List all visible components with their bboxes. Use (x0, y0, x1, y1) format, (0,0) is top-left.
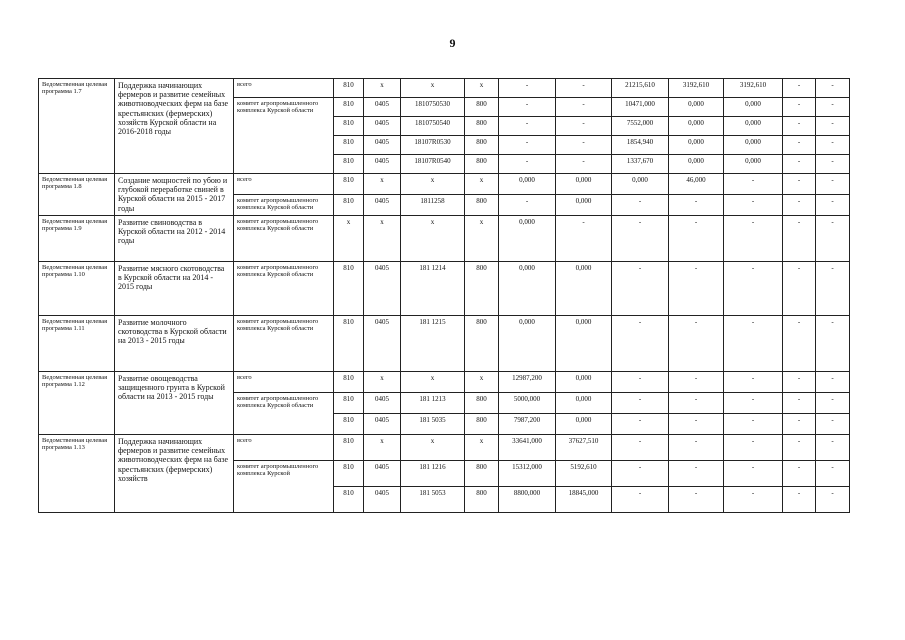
year-3-cell: 7552,000 (612, 117, 669, 136)
table-row (39, 79, 850, 98)
budget-table-body (39, 79, 850, 513)
grbs-code-cell: 810 (334, 372, 364, 393)
year-5-cell: - (724, 461, 783, 487)
section-code-cell: 0405 (364, 195, 401, 216)
responsible-cell: всего (234, 174, 334, 195)
target-article-cell: 18107R0540 (401, 155, 465, 174)
year-7-cell: - (816, 136, 850, 155)
year-6-cell: - (783, 316, 816, 372)
year-7-cell: - (816, 372, 850, 393)
year-2-cell: 18845,000 (556, 487, 612, 513)
section-code-cell: 0405 (364, 262, 401, 316)
year-1-cell: 5000,000 (499, 393, 556, 414)
target-article-cell: 181 1213 (401, 393, 465, 414)
year-3-cell: 1854,940 (612, 136, 669, 155)
year-7-cell: - (816, 461, 850, 487)
year-2-cell: 0,000 (556, 372, 612, 393)
program-type-cell: Ведомственная целевая программа 1.8 (39, 174, 115, 216)
grbs-code-cell: 810 (334, 136, 364, 155)
section-code-cell: x (364, 79, 401, 98)
year-1-cell: 0,000 (499, 216, 556, 262)
year-3-cell: 1337,670 (612, 155, 669, 174)
section-code-cell: 0405 (364, 117, 401, 136)
year-5-cell: - (724, 316, 783, 372)
year-5-cell: - (724, 174, 783, 195)
target-article-cell: x (401, 79, 465, 98)
grbs-code-cell: 810 (334, 79, 364, 98)
section-code-cell: x (364, 174, 401, 195)
program-name-cell: Создание мощностей по убою и глубокой переработке свиней в Курской области на 2015 - 2017 годы (115, 174, 234, 216)
year-6-cell: - (783, 372, 816, 393)
year-7-cell: - (816, 316, 850, 372)
year-5-cell: 0,000 (724, 155, 783, 174)
year-4-cell: - (669, 461, 724, 487)
year-2-cell: - (556, 98, 612, 117)
expense-type-cell: 800 (465, 487, 499, 513)
grbs-code-cell: 810 (334, 195, 364, 216)
year-4-cell: - (669, 216, 724, 262)
year-1-cell: - (499, 155, 556, 174)
year-4-cell: 46,000 (669, 174, 724, 195)
expense-type-cell: x (465, 174, 499, 195)
year-4-cell: - (669, 372, 724, 393)
section-code-cell: 0405 (364, 316, 401, 372)
table-row (39, 435, 850, 461)
program-type-cell: Ведомственная целевая программа 1.10 (39, 262, 115, 316)
year-7-cell: - (816, 262, 850, 316)
year-1-cell: 12987,200 (499, 372, 556, 393)
program-name-cell: Развитие свиноводства в Курской области на 2012 - 2014 годы (115, 216, 234, 262)
year-3-cell: - (612, 372, 669, 393)
target-article-cell: 1811258 (401, 195, 465, 216)
section-code-cell: 0405 (364, 136, 401, 155)
year-3-cell: - (612, 216, 669, 262)
section-code-cell: 0405 (364, 414, 401, 435)
year-2-cell: 37627,510 (556, 435, 612, 461)
year-1-cell: - (499, 98, 556, 117)
year-1-cell: 0,000 (499, 174, 556, 195)
year-1-cell: - (499, 117, 556, 136)
program-type-cell: Ведомственная целевая программа 1.13 (39, 435, 115, 513)
year-4-cell: 0,000 (669, 98, 724, 117)
year-4-cell: 0,000 (669, 136, 724, 155)
grbs-code-cell: x (334, 216, 364, 262)
year-5-cell: - (724, 435, 783, 461)
year-1-cell: 7987,200 (499, 414, 556, 435)
year-1-cell: 8800,000 (499, 487, 556, 513)
year-1-cell: - (499, 195, 556, 216)
year-5-cell: - (724, 262, 783, 316)
year-6-cell: - (783, 136, 816, 155)
budget-table (38, 78, 850, 513)
grbs-code-cell: 810 (334, 461, 364, 487)
table-row (39, 216, 850, 262)
year-4-cell: - (669, 435, 724, 461)
grbs-code-cell: 810 (334, 262, 364, 316)
year-4-cell: - (669, 195, 724, 216)
year-6-cell: - (783, 174, 816, 195)
program-type-cell: Ведомственная целевая программа 1.12 (39, 372, 115, 435)
program-name-cell: Поддержка начинающих фермеров и развитие семейных животноводческих ферм на базе крестьянских (фермерских) хозяйств Курской области на 2016-2018 годы (115, 79, 234, 174)
section-code-cell: 0405 (364, 487, 401, 513)
year-7-cell: - (816, 414, 850, 435)
year-6-cell: - (783, 461, 816, 487)
year-2-cell: - (556, 155, 612, 174)
year-7-cell: - (816, 174, 850, 195)
section-code-cell: x (364, 372, 401, 393)
year-3-cell: - (612, 393, 669, 414)
expense-type-cell: 800 (465, 98, 499, 117)
target-article-cell: x (401, 174, 465, 195)
year-3-cell: 21215,610 (612, 79, 669, 98)
responsible-cell: всего (234, 79, 334, 98)
year-7-cell: - (816, 98, 850, 117)
expense-type-cell: 800 (465, 117, 499, 136)
year-5-cell: 3192,610 (724, 79, 783, 98)
year-6-cell: - (783, 117, 816, 136)
target-article-cell: 181 1214 (401, 262, 465, 316)
year-2-cell: 0,000 (556, 174, 612, 195)
expense-type-cell: x (465, 216, 499, 262)
year-7-cell: - (816, 393, 850, 414)
year-2-cell: 0,000 (556, 195, 612, 216)
year-4-cell: 0,000 (669, 117, 724, 136)
target-article-cell: 1810750530 (401, 98, 465, 117)
year-7-cell: - (816, 487, 850, 513)
year-6-cell: - (783, 98, 816, 117)
target-article-cell: x (401, 216, 465, 262)
year-2-cell: - (556, 136, 612, 155)
target-article-cell: 18107R0530 (401, 136, 465, 155)
year-5-cell: - (724, 487, 783, 513)
responsible-cell: комитет агропромышленного комплекса Курской (234, 461, 334, 513)
expense-type-cell: 800 (465, 414, 499, 435)
year-7-cell: - (816, 195, 850, 216)
year-2-cell: 0,000 (556, 393, 612, 414)
responsible-cell: комитет агропромышленного комплекса Курской области (234, 216, 334, 262)
year-3-cell: 10471,000 (612, 98, 669, 117)
year-7-cell: - (816, 216, 850, 262)
year-7-cell: - (816, 117, 850, 136)
year-2-cell: 0,000 (556, 316, 612, 372)
year-4-cell: - (669, 262, 724, 316)
expense-type-cell: x (465, 372, 499, 393)
section-code-cell: x (364, 216, 401, 262)
program-name-cell: Развитие мясного скотоводства в Курской области на 2014 - 2015 годы (115, 262, 234, 316)
expense-type-cell: 800 (465, 393, 499, 414)
year-6-cell: - (783, 155, 816, 174)
year-6-cell: - (783, 414, 816, 435)
year-1-cell: - (499, 136, 556, 155)
year-5-cell: - (724, 414, 783, 435)
responsible-cell: комитет агропромышленного комплекса Курской области (234, 262, 334, 316)
program-type-cell: Ведомственная целевая программа 1.7 (39, 79, 115, 174)
year-5-cell: - (724, 216, 783, 262)
year-7-cell: - (816, 435, 850, 461)
year-6-cell: - (783, 216, 816, 262)
year-2-cell: - (556, 117, 612, 136)
table-row (39, 372, 850, 393)
year-1-cell: 33641,000 (499, 435, 556, 461)
year-1-cell: 15312,000 (499, 461, 556, 487)
expense-type-cell: 800 (465, 461, 499, 487)
table-row (39, 316, 850, 372)
year-3-cell: - (612, 262, 669, 316)
grbs-code-cell: 810 (334, 435, 364, 461)
program-type-cell: Ведомственная целевая программа 1.11 (39, 316, 115, 372)
expense-type-cell: 800 (465, 155, 499, 174)
year-3-cell: - (612, 316, 669, 372)
target-article-cell: 181 5035 (401, 414, 465, 435)
program-name-cell: Развитие овощеводства защищенного грунта в Курской области на 2013 - 2015 годы (115, 372, 234, 435)
year-4-cell: - (669, 414, 724, 435)
year-3-cell: 0,000 (612, 174, 669, 195)
year-5-cell: 0,000 (724, 98, 783, 117)
year-5-cell: - (724, 372, 783, 393)
expense-type-cell: 800 (465, 136, 499, 155)
responsible-cell: комитет агропромышленного комплекса Курской области (234, 98, 334, 174)
table-row (39, 174, 850, 195)
year-5-cell: 0,000 (724, 136, 783, 155)
responsible-cell: комитет агропромышленного комплекса Курской области (234, 316, 334, 372)
year-3-cell: - (612, 435, 669, 461)
section-code-cell: x (364, 435, 401, 461)
year-6-cell: - (783, 262, 816, 316)
responsible-cell: комитет агропромышленного комплекса Курской области (234, 393, 334, 435)
expense-type-cell: 800 (465, 316, 499, 372)
year-6-cell: - (783, 195, 816, 216)
year-3-cell: - (612, 461, 669, 487)
year-2-cell: 0,000 (556, 414, 612, 435)
year-2-cell: - (556, 79, 612, 98)
responsible-cell: комитет агропромышленного комплекса Курской области (234, 195, 334, 216)
year-2-cell: 5192,610 (556, 461, 612, 487)
year-6-cell: - (783, 393, 816, 414)
program-type-cell: Ведомственная целевая программа 1.9 (39, 216, 115, 262)
grbs-code-cell: 810 (334, 487, 364, 513)
program-name-cell: Развитие молочного скотоводства в Курской области на 2013 - 2015 годы (115, 316, 234, 372)
year-1-cell: - (499, 79, 556, 98)
year-3-cell: - (612, 487, 669, 513)
section-code-cell: 0405 (364, 393, 401, 414)
section-code-cell: 0405 (364, 155, 401, 174)
table-row (39, 262, 850, 316)
year-5-cell: - (724, 195, 783, 216)
target-article-cell: 1810750540 (401, 117, 465, 136)
expense-type-cell: x (465, 435, 499, 461)
year-4-cell: - (669, 393, 724, 414)
program-name-cell: Поддержка начинающих фермеров и развитие семейных животноводческих ферм на базе крестьянских (фермерских) хозяйств (115, 435, 234, 513)
responsible-cell: всего (234, 435, 334, 461)
year-5-cell: - (724, 393, 783, 414)
year-6-cell: - (783, 487, 816, 513)
year-6-cell: - (783, 79, 816, 98)
year-1-cell: 0,000 (499, 262, 556, 316)
grbs-code-cell: 810 (334, 98, 364, 117)
year-6-cell: - (783, 435, 816, 461)
responsible-cell: всего (234, 372, 334, 393)
section-code-cell: 0405 (364, 98, 401, 117)
grbs-code-cell: 810 (334, 393, 364, 414)
year-3-cell: - (612, 414, 669, 435)
year-4-cell: - (669, 316, 724, 372)
target-article-cell: 181 1215 (401, 316, 465, 372)
year-2-cell: - (556, 216, 612, 262)
year-2-cell: 0,000 (556, 262, 612, 316)
target-article-cell: x (401, 372, 465, 393)
year-1-cell: 0,000 (499, 316, 556, 372)
year-4-cell: 0,000 (669, 155, 724, 174)
grbs-code-cell: 810 (334, 117, 364, 136)
expense-type-cell: 800 (465, 195, 499, 216)
year-3-cell: - (612, 195, 669, 216)
grbs-code-cell: 810 (334, 316, 364, 372)
expense-type-cell: 800 (465, 262, 499, 316)
page-number: 9 (449, 36, 456, 50)
section-code-cell: 0405 (364, 461, 401, 487)
year-7-cell: - (816, 155, 850, 174)
year-5-cell: 0,000 (724, 117, 783, 136)
year-7-cell: - (816, 79, 850, 98)
grbs-code-cell: 810 (334, 155, 364, 174)
expense-type-cell: x (465, 79, 499, 98)
grbs-code-cell: 810 (334, 174, 364, 195)
year-4-cell: - (669, 487, 724, 513)
grbs-code-cell: 810 (334, 414, 364, 435)
target-article-cell: 181 5053 (401, 487, 465, 513)
target-article-cell: 181 1216 (401, 461, 465, 487)
target-article-cell: x (401, 435, 465, 461)
year-4-cell: 3192,610 (669, 79, 724, 98)
